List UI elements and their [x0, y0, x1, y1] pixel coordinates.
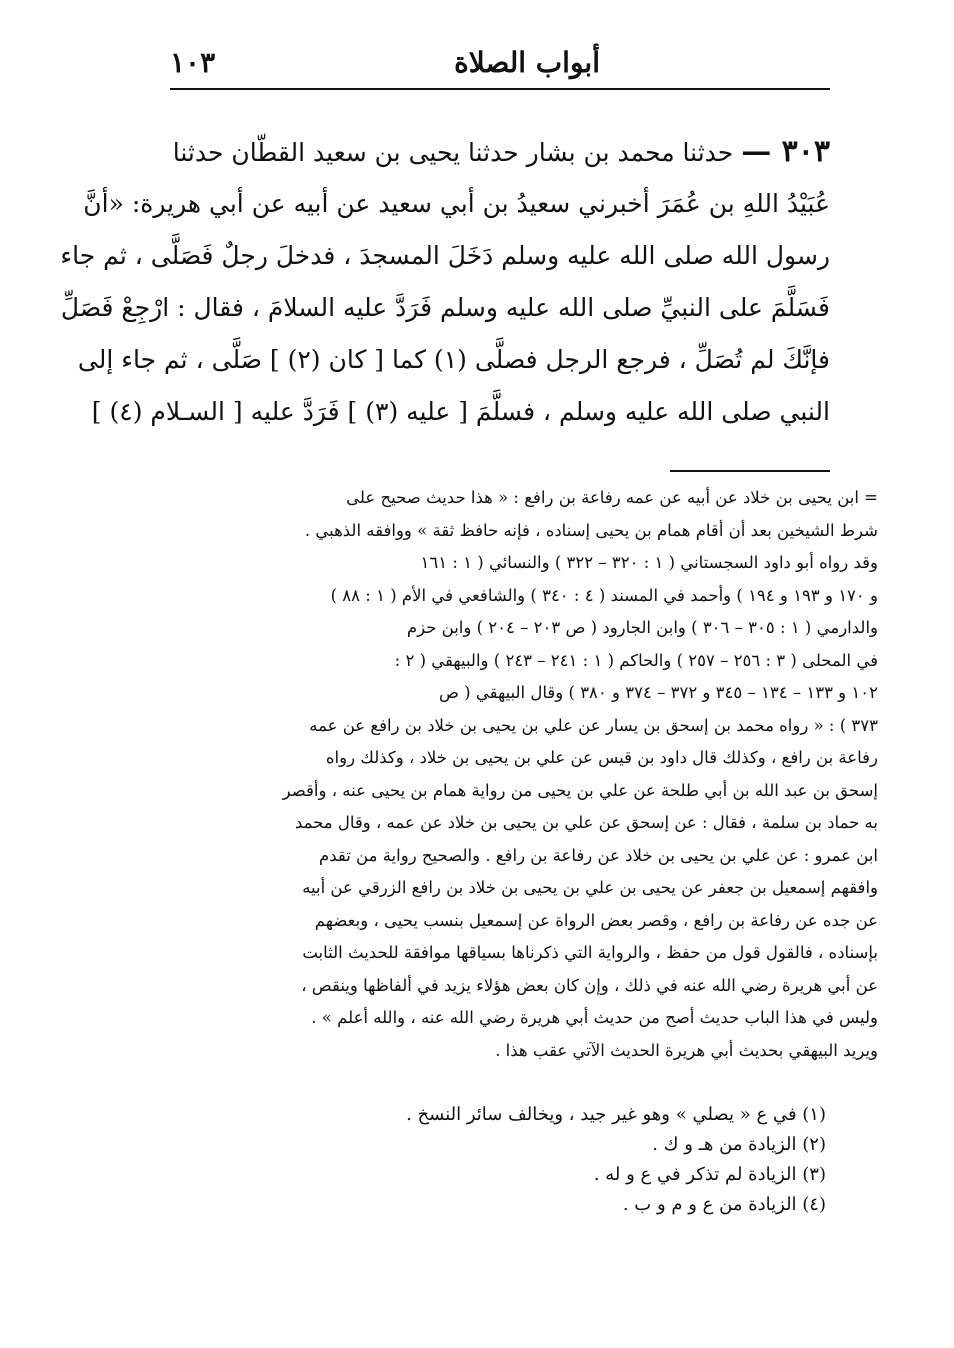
commentary-line: ٣٧٣ ) : « رواه محمد بن إسحق بن يسار عن علي بن يحيى بن خلاد بن رافع عن عمه — [309, 715, 878, 735]
chapter-title: أبواب الصلاة — [454, 46, 600, 79]
commentary-line: ويريد البيهقي بحديث أبي هريرة الحديث الآتي عقب هذا . — [495, 1040, 878, 1060]
commentary-line: ١٠٢ و ١٣٣ – ١٣٤ – ٣٤٥ و ٣٧٢ – ٣٧٤ و ٣٨٠ ) وقال البيهقي ( ص — [438, 683, 878, 702]
commentary-line: في المحلى ( ٣ : ٢٥٦ – ٢٥٧ ) والحاكم ( ١ : ٢٤١ – ٢٤٣ ) والبيهقي ( ٢ : — [394, 650, 878, 670]
hadith-text — [60, 126, 830, 438]
commentary-line: به حماد بن سلمة ، فقال : عن إسحق عن علي بن يحيى بن خلاد عن عمه ، وقال محمد — [294, 813, 878, 832]
commentary-line: ابن عمرو : عن علي بن يحيى بن خلاد عن رفاعة بن رافع . والصحيح رواية من تقدم — [319, 845, 878, 865]
commentary-line: وليس في هذا الباب حديث أصح من حديث أبي هريرة رضي الله عنه ، والله أعلم » . — [311, 1008, 878, 1027]
hadith-line: رسول الله صلى الله عليه وسلم دَخَلَ المسجدَ ، فدخلَ رجلٌ فَصَلَّى ، ثم جاء — [60, 241, 830, 270]
page-number: ١٠٣ — [170, 46, 216, 79]
commentary-line: = ابن يحيى بن خلاد عن أبيه عن عمه رفاعة بن رافع : « هذا حديث صحيح على — [346, 488, 878, 507]
commentary-line: وقد رواه أبو داود السجستاني ( ١ : ٣٢٠ – ٣٢٢ ) والنسائي ( ١ : ١٦١ — [420, 553, 878, 572]
footnote: (٣) الزيادة لم تذكر في ع و له . — [593, 1164, 826, 1185]
commentary-notes — [110, 482, 878, 1067]
header-rule — [170, 88, 830, 90]
footnote: (٢) الزيادة من هـ و ك . — [652, 1134, 826, 1155]
hadith-line: ٣٠٣ — حدثنا محمد بن بشار حدثنا يحيى بن سعيد القطّان حدثنا — [172, 134, 830, 169]
commentary-line: عن أبي هريرة رضي الله عنه في ذلك ، وإن كان بعض هؤلاء يزيد في ألفاظها وينقص ، — [301, 975, 878, 995]
hadith-number: ٣٠٣ — — [741, 134, 830, 169]
footnote: (١) في ع « يصلي » وهو غير جيد ، ويخالف سائر النسخ . — [406, 1104, 826, 1125]
commentary-line: رفاعة بن رافع ، وكذلك قال داود بن قيس عن علي بن يحيى بن خلاد ، وكذلك رواه — [325, 748, 878, 767]
commentary-line: عن جده عن رفاعة بن رافع ، وقصر بعض الرواة عن إسمعيل بنسب يحيى ، وبعضهم — [314, 910, 878, 930]
footnotes — [110, 1100, 826, 1220]
commentary-line: و ١٧٠ و ١٩٣ و ١٩٤ ) وأحمد في المسند ( ٤ : ٣٤٠ ) والشافعي في الأم ( ١ : ٨٨ ) — [330, 585, 878, 605]
hadith-line: فإنَّكَ لم تُصَلِّ ، فرجع الرجل فصلَّى (١) كما [ كان (٢) ] صَلَّى ، ثم جاء إلى — [77, 345, 830, 374]
commentary-line: شرط الشيخين بعد أن أقام همام بن يحيى إسناده ، فإنه حافظ ثقة » ووافقه الذهبي . — [304, 520, 878, 540]
commentary-line: إسحق بن عبد الله بن أبي طلحة عن علي بن يحيى من رواية همام بن يحيى عنه ، وأقصر — [282, 780, 878, 800]
commentary-line: وافقهم إسمعيل بن جعفر عن يحيى بن علي بن يحيى بن خلاد بن رافع الزرقي عن أبيه — [302, 878, 878, 897]
hadith-line: عُبَيْدُ اللهِ بن عُمَرَ أخبرني سعيدُ بن أبي سعيد عن أبيه عن أبي هريرة: «أنَّ — [83, 189, 830, 218]
hadith-line: فَسَلَّمَ على النبيِّ صلى الله عليه وسلم فَرَدَّ عليه السلامَ ، فقال : ارْجِعْ فَصَلِّ — [60, 293, 830, 322]
commentary-line: بإسناده ، فالقول قول من حفظ ، والرواية التي ذكرناها بسياقها موافقة للحديث الثابت — [302, 943, 878, 962]
commentary-line: والدارمي ( ١ : ٣٠٥ – ٣٠٦ ) وابن الجارود ( ص ٢٠٣ – ٢٠٤ ) وابن حزم — [406, 618, 878, 637]
footnote-separator — [670, 470, 830, 472]
footnote: (٤) الزيادة من ع و م و ب . — [622, 1194, 826, 1215]
hadith-line: النبي صلى الله عليه وسلم ، فسلَّمَ [ عليه (٣) ] فَرَدَّ عليه [ السـلام (٤) ] — [91, 397, 830, 426]
page-header — [170, 40, 830, 86]
